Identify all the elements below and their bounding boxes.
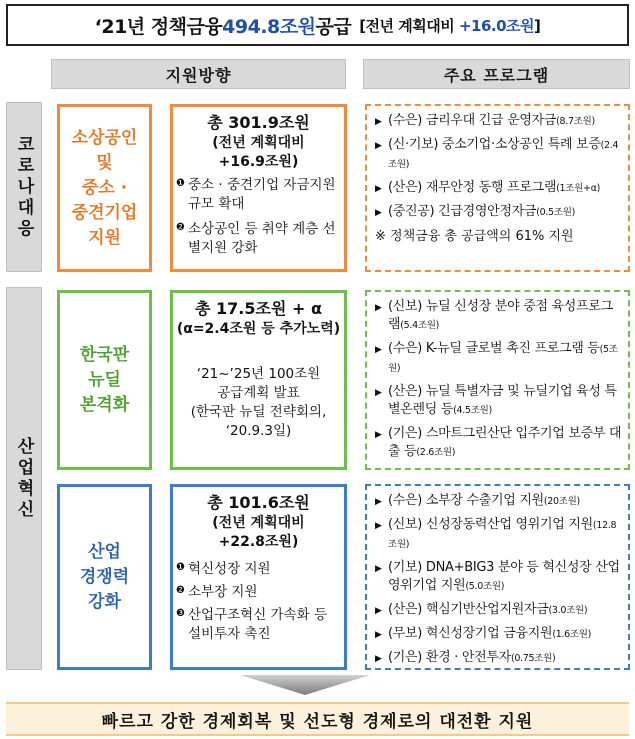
total-sub: +22.8조원) (218, 534, 299, 550)
total-amount: 총 101.6조원 (207, 493, 310, 512)
side-label-corona: 코로나대응 (6, 102, 42, 272)
item-number: ❶ (176, 562, 185, 573)
program-body (388, 203, 575, 222)
program-body (388, 601, 587, 620)
title-suffix: 공급 (315, 15, 352, 38)
bullet-icon: ▶ (375, 345, 382, 355)
program-amount: (0.5조원) (536, 207, 575, 218)
category-label-line: 산업 (88, 541, 121, 562)
title-bracket-open: [전년 계획대비 (359, 16, 459, 35)
category-box-competitiveness (57, 484, 152, 670)
program-item (375, 203, 622, 222)
middle-item (173, 606, 344, 644)
program-body (388, 425, 622, 462)
bullet-icon: ▶ (375, 208, 382, 218)
bullet-icon: ▶ (375, 497, 382, 507)
program-item (375, 136, 622, 174)
item-text: 중소 · 중견기업 자금지원 규모 확대 (188, 177, 336, 212)
program-body (388, 179, 600, 198)
program-body (388, 136, 622, 174)
program-text: (기은) 스마트그린산단 입주기업 보증부 대출 등 (388, 426, 622, 459)
bullet-icon: ▶ (375, 184, 382, 194)
total-sub: +16.9조원) (218, 154, 299, 170)
item-text: 소상공인 등 취약 계층 선별지원 강화 (188, 221, 336, 256)
program-text: (산은) 뉴딜 특별자금 및 뉴딜기업 육성 특별온렌딩 등 (388, 384, 617, 417)
program-item (375, 601, 622, 620)
category-label-line: 중견기업 (71, 202, 138, 223)
total-sub: (전년 계획대비 (212, 515, 305, 531)
bullet-icon: ▶ (375, 388, 382, 398)
program-item (375, 516, 622, 554)
program-amount: (1조원+α) (556, 183, 601, 194)
program-body (388, 625, 591, 644)
program-body (388, 492, 580, 511)
program-text: (수은) 금리우대 긴급 운영자금 (388, 113, 557, 128)
title-prefix: ‘21년 정책금융 (94, 15, 223, 38)
program-item (375, 340, 622, 378)
program-amount: (4.5조원) (453, 405, 492, 416)
bullet-icon: ▶ (375, 117, 382, 127)
program-list (375, 492, 622, 668)
total-amount: 총 17.5조원 + α (195, 299, 322, 318)
down-arrow-icon (240, 675, 370, 695)
program-box-competitiveness (365, 484, 630, 670)
program-text: (수은) 소부장 수출기업 지원 (388, 493, 544, 508)
program-box-corona (365, 104, 630, 272)
category-label-line: 지원 (88, 227, 121, 248)
program-amount: (5조원) (388, 344, 618, 374)
item-number: ❶ (176, 178, 185, 189)
item-text: 혁신성장 지원 (188, 561, 271, 577)
bullet-icon: ▶ (375, 606, 382, 616)
bullet-icon: ▶ (375, 630, 382, 640)
category-label-line: 중소 · (81, 177, 128, 198)
category-label-line: 소상공인 (71, 127, 138, 148)
category-box-new-deal (57, 290, 152, 470)
program-text: (무보) 혁신성장기업 금융지원 (388, 626, 553, 641)
middle-box-new-deal (170, 290, 347, 470)
bullet-icon: ▶ (375, 521, 382, 531)
program-item (375, 625, 622, 644)
middle-item (173, 176, 344, 214)
plan-line: 공급계획 발표 (217, 385, 300, 401)
title-comparison (359, 15, 540, 36)
program-amount: (5.0조원) (465, 581, 505, 592)
bottom-banner: 빠르고 강한 경제회복 및 선도형 경제로의 대전환 지원 (6, 702, 629, 736)
item-number: ❷ (176, 222, 185, 233)
program-item (375, 179, 622, 198)
program-box-new-deal (365, 290, 630, 470)
program-body (388, 340, 622, 378)
program-text: (산은) 핵심기반산업지원자금 (388, 602, 549, 617)
total-sub: (전년 계획대비 (212, 135, 305, 151)
program-list (375, 112, 622, 222)
plan-line: (한국판 뉴딜 전략회의, (190, 404, 327, 420)
header-main-programs: 주요 프로그램 (363, 59, 630, 89)
program-text: (기보) DNA+BIG3 분야 등 혁신성장 산업 영위기업 지원 (388, 560, 620, 593)
category-label-line: 한국판 (79, 344, 130, 365)
middle-item (173, 560, 344, 579)
program-item (375, 649, 622, 668)
program-list (375, 298, 622, 462)
header-support-direction: 지원방향 (51, 59, 346, 89)
program-text: (신보) 뉴딜 신성장 분야 중점 육성프로그램 (388, 299, 613, 332)
program-note: ※ 정책금융 총 공급액의 61% 지원 (375, 229, 574, 244)
category-label-line: 및 (96, 152, 113, 173)
category-box-smb (57, 104, 152, 272)
program-item (375, 559, 622, 596)
program-amount: (5.4조원) (400, 320, 440, 331)
bullet-icon: ▶ (375, 430, 382, 440)
program-amount: (2.4조원) (388, 140, 619, 170)
title-bracket-close: ] (534, 16, 541, 35)
category-label (80, 343, 129, 418)
category-label-line: 본격화 (79, 394, 130, 415)
program-item (375, 298, 622, 335)
title-increase: +16.0조원 (458, 16, 535, 35)
program-amount: (12.8조원) (388, 520, 617, 550)
program-amount: (3.0조원) (548, 605, 588, 616)
program-body (388, 559, 622, 596)
program-text: (기은) 환경 · 안전투자 (388, 650, 511, 665)
total-amount: 총 301.9조원 (207, 113, 310, 132)
program-text: (수은) K-뉴딜 글로벌 촉진 프로그램 등 (388, 341, 600, 356)
program-text: (신·기보) 중소기업·소상공인 특례 보증 (388, 137, 601, 152)
category-label (80, 540, 129, 615)
title-amount: 494.8조원 (222, 15, 316, 38)
category-label-line: 뉴딜 (88, 369, 121, 390)
side-label-industry: 산업혁신 (6, 287, 42, 670)
program-amount: (0.75조원) (510, 653, 556, 664)
category-label-line: 강화 (88, 591, 121, 612)
program-body (388, 112, 595, 131)
program-amount: (2.6조원) (416, 447, 456, 458)
program-item (375, 492, 622, 511)
total-sub: (α=2.4조원 등 추가노력) (176, 321, 341, 337)
program-body (388, 649, 555, 668)
bullet-icon: ▶ (375, 654, 382, 664)
item-number: ❸ (176, 608, 185, 619)
program-body (388, 383, 622, 420)
category-label-line: 경쟁력 (79, 566, 130, 587)
program-item (375, 112, 622, 131)
program-amount: (8.7조원) (556, 116, 595, 127)
middle-item (173, 220, 344, 258)
plan-line: ‘21~’25년 100조원 (196, 366, 321, 382)
bullet-icon: ▶ (375, 564, 382, 574)
middle-item (173, 583, 344, 602)
program-text: (산은) 재무안정 동행 프로그램 (388, 180, 557, 195)
program-amount: (20조원) (543, 496, 580, 507)
item-number: ❷ (176, 585, 185, 596)
item-text: 소부장 지원 (188, 584, 258, 600)
program-text: (중진공) 긴급경영안정자금 (388, 204, 537, 219)
plan-line: ‘20.9.3일) (225, 423, 292, 439)
middle-box-smb (170, 104, 347, 272)
program-item (375, 425, 622, 462)
middle-box-competitiveness (170, 484, 347, 670)
program-item (375, 383, 622, 420)
category-label (72, 126, 138, 251)
item-text: 산업구조혁신 가속화 등 설비투자 촉진 (188, 607, 327, 642)
bullet-icon: ▶ (375, 141, 382, 151)
program-body (388, 516, 622, 554)
bullet-icon: ▶ (375, 303, 382, 313)
page-title (6, 4, 629, 46)
program-body (388, 298, 622, 335)
program-text: (신보) 신성장동력산업 영위기업 지원 (388, 517, 593, 532)
program-amount: (1.6조원) (552, 629, 592, 640)
